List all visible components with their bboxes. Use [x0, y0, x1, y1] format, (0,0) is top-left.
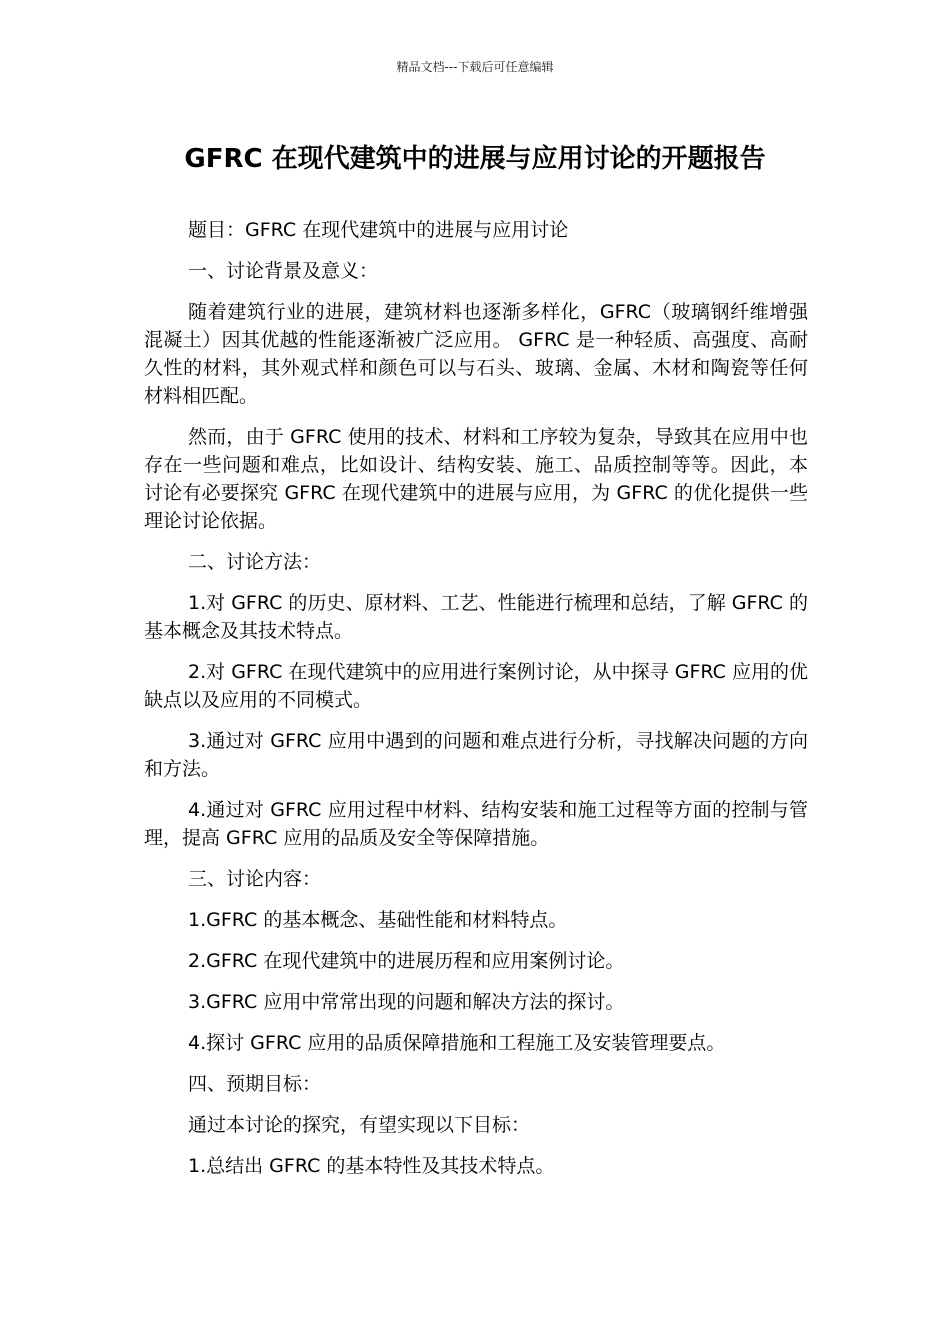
list-item: 1.总结出 GFRC 的基本特性及其技术特点。: [188, 1155, 555, 1177]
topic-line: 题目：GFRC 在现代建筑中的进展与应用讨论: [188, 219, 569, 241]
list-item: 1.GFRC 的基本概念、基础性能和材料特点。: [188, 909, 568, 931]
document-title: GFRC 在现代建筑中的进展与应用讨论的开题报告: [184, 144, 766, 174]
list-item: 2.GFRC 在现代建筑中的进展历程和应用案例讨论。: [188, 950, 625, 972]
body-paragraph: 随着建筑行业的进展，建筑材料也逐渐多样化，GFRC（玻璃钢纤维增强混凝土）因其优越的性能逐渐被广泛应用。 GFRC 是一种轻质、高强度、高耐久性的材料，其外观式样和颜色可以与石头、玻璃、金属、木材和陶瓷等任何材料相匹配。: [144, 301, 808, 407]
list-item: 4.探讨 GFRC 应用的品质保障措施和工程施工及安装管理要点。: [188, 1032, 726, 1054]
section-heading-background: 一、讨论背景及意义：: [188, 260, 379, 282]
list-item: 3.通过对 GFRC 应用中遇到的问题和难点进行分析，寻找解决问题的方向和方法。: [144, 730, 808, 780]
document-body: [144, 216, 808, 1193]
list-item: 4.通过对 GFRC 应用过程中材料、结构安装和施工过程等方面的控制与管理，提高 GFRC 应用的品质及安全等保障措施。: [144, 799, 808, 849]
list-item: 2.对 GFRC 在现代建筑中的应用进行案例讨论，从中探寻 GFRC 应用的优缺点以及应用的不同模式。: [144, 661, 808, 711]
section-heading-goals: 四、预期目标：: [188, 1073, 322, 1095]
section-heading-content: 三、讨论内容：: [188, 868, 322, 890]
body-paragraph: 通过本讨论的探究，有望实现以下目标：: [188, 1114, 531, 1136]
list-item: 1.对 GFRC 的历史、原材料、工艺、性能进行梳理和总结，了解 GFRC 的基本概念及其技术特点。: [144, 592, 808, 642]
section-heading-methods: 二、讨论方法：: [188, 551, 322, 573]
page-header-note: 精品文档---下载后可任意编辑: [396, 60, 554, 74]
list-item: 3.GFRC 应用中常常出现的问题和解决方法的探讨。: [188, 991, 625, 1013]
body-paragraph: 然而，由于 GFRC 使用的技术、材料和工序较为复杂，导致其在应用中也存在一些问题和难点，比如设计、结构安装、施工、品质控制等等。因此，本讨论有必要探究 GFRC 在现代建筑中的进展与应用，为 GFRC 的优化提供一些理论讨论依据。: [144, 426, 808, 532]
